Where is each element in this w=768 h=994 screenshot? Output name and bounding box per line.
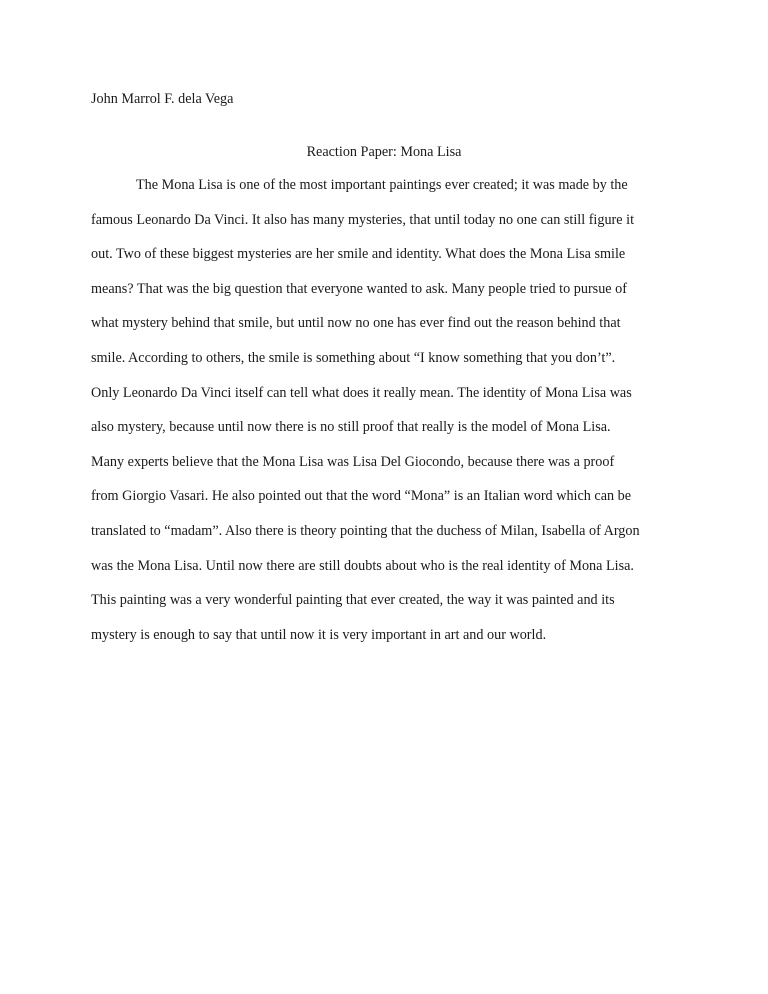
paragraph-line: Only Leonardo Da Vinci itself can tell what does it really mean. The identity of Mona Lisa was: [91, 384, 632, 401]
author-name: John Marrol F. dela Vega: [91, 91, 234, 107]
paper-title: Reaction Paper: Mona Lisa: [306, 144, 462, 160]
paragraph-line: The Mona Lisa is one of the most important paintings ever created; it was made by the: [136, 177, 628, 193]
paragraph-line: out. Two of these biggest mysteries are her smile and identity. What does the Mona Lisa smile: [91, 246, 626, 263]
paragraph-line: Many experts believe that the Mona Lisa was Lisa Del Giocondo, because there was a proof: [91, 453, 615, 470]
body-paragraph: [91, 175, 691, 659]
paragraph-line: mystery is enough to say that until now it is very important in art and our world.: [91, 626, 547, 643]
paragraph-line: also mystery, because until now there is no still proof that really is the model of Mona Lisa.: [91, 419, 611, 436]
paragraph-line: smile. According to others, the smile is something about “I know something that you don’t”.: [91, 349, 616, 366]
paragraph-line: means? That was the big question that everyone wanted to ask. Many people tried to pursue of: [91, 280, 627, 297]
paragraph-line: translated to “madam”. Also there is theory pointing that the duchess of Milan, Isabella of Argon: [91, 522, 640, 539]
paragraph-line: from Giorgio Vasari. He also pointed out that the word “Mona” is an Italian word which can be: [91, 488, 632, 505]
paragraph-line: what mystery behind that smile, but until now no one has ever find out the reason behind that: [91, 315, 621, 332]
paragraph-line: famous Leonardo Da Vinci. It also has many mysteries, that until today no one can still figure it: [91, 211, 635, 228]
paragraph-line: This painting was a very wonderful painting that ever created, the way it was painted and its: [91, 592, 615, 609]
paragraph-line: was the Mona Lisa. Until now there are still doubts about who is the real identity of Mona Lisa.: [91, 557, 634, 574]
